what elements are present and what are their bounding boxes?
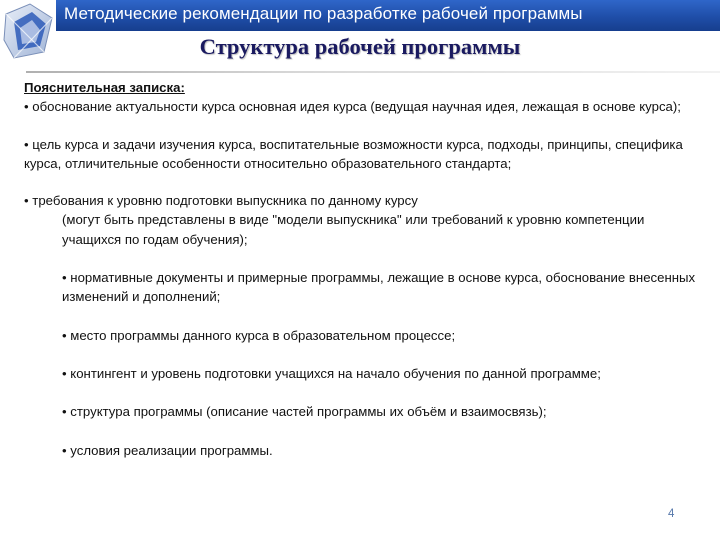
list-item: • цель курса и задачи изучения курса, воспитательные возможности курса, подходы, принципы, специфика курса, отличительные особенности относительно образовательного стандарта; (24, 136, 683, 171)
slide-title: Структура рабочей программы (199, 34, 521, 59)
title-divider (26, 71, 720, 73)
slide-content (24, 78, 704, 460)
list-item-continuation: (могут быть представлены в виде "модели выпускника" или требований к уровню компетенции учащихся по годам обучения); (62, 212, 645, 247)
list-item: • место программы данного курса в образовательном процессе; (62, 327, 456, 343)
list-item: • структура программы (описание частей программы их объём и взаимосвязь); (62, 404, 547, 420)
header-title: Методические рекомендации по разработке рабочей программы (64, 4, 583, 23)
list-item: • условия реализации программы. (62, 442, 273, 458)
list-item: • контингент и уровень подготовки учащихся на начало обучения по данной программе; (62, 365, 601, 381)
section-heading: Пояснительная записка: (24, 80, 185, 95)
list-item: • обоснование актуальности курса основная идея курса (ведущая научная идея, лежащая в основе курса); (24, 99, 681, 115)
list-item: • требования к уровню подготовки выпускника по данному курсу (24, 193, 418, 209)
list-item: • нормативные документы и примерные программы, лежащие в основе курса, обоснование внесенных изменений и дополнений; (62, 270, 696, 305)
page-number: 4 (668, 508, 675, 520)
